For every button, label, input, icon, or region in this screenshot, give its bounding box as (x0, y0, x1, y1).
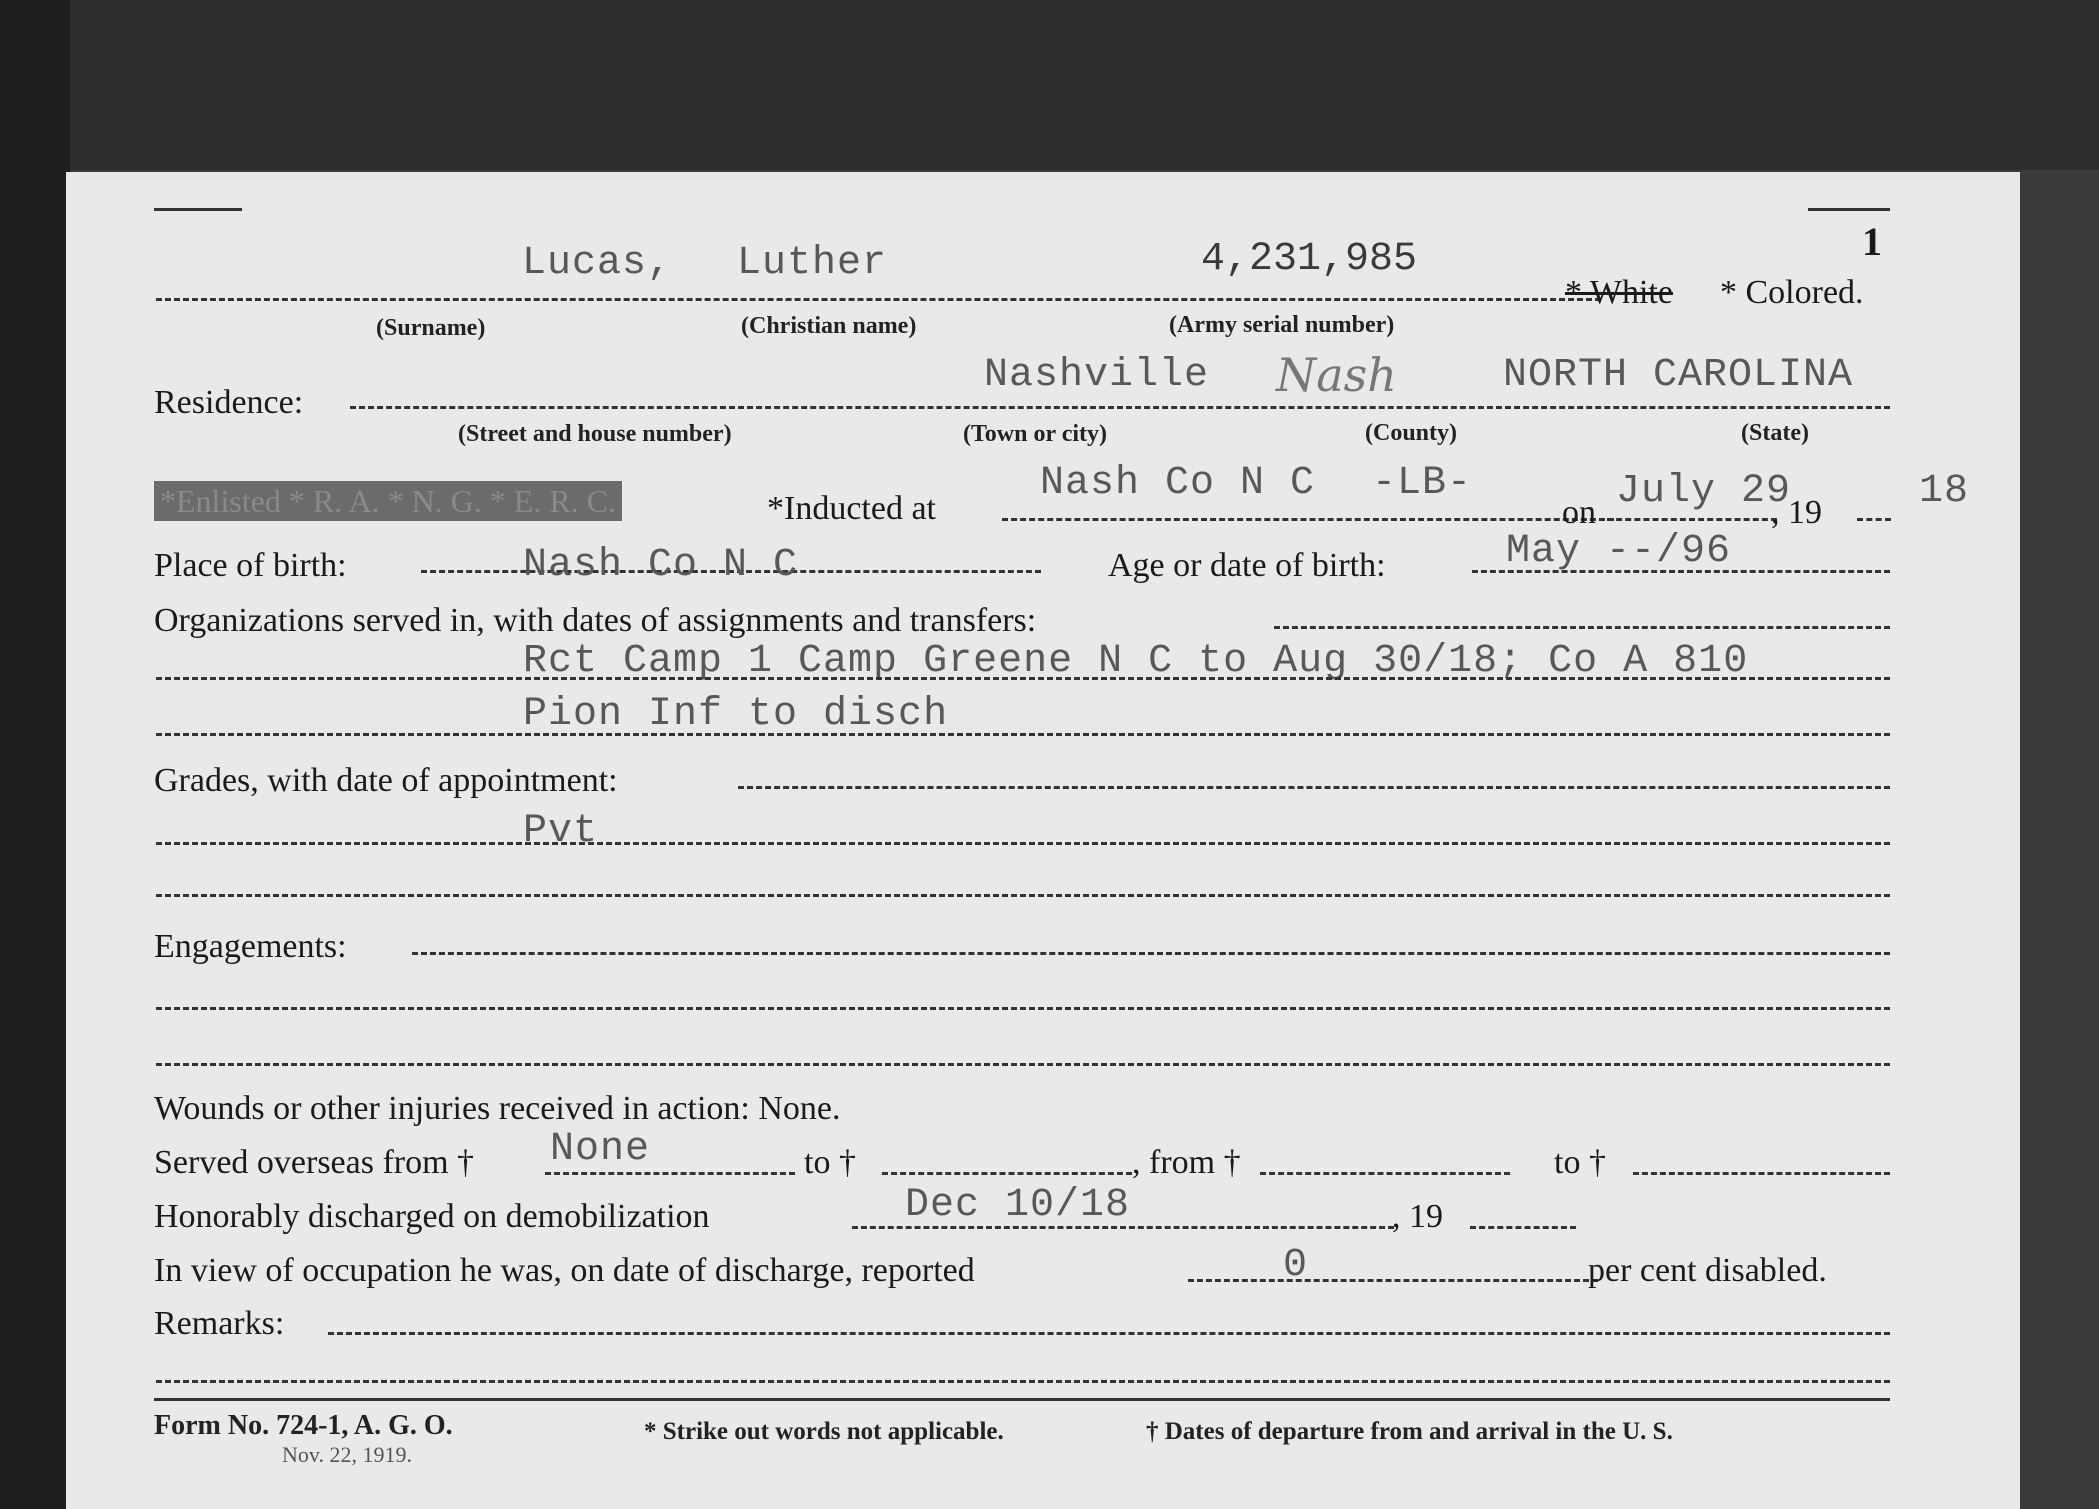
engagements-label: Engagements: (154, 928, 347, 965)
christian-name-value: Luther (737, 241, 888, 286)
residence-town-value: Nashville (984, 353, 1210, 398)
local-board-value: -LB- (1372, 461, 1473, 506)
organizations-label: Organizations served in, with dates of assignments and transfers: (154, 602, 1037, 639)
overseas-from-line (545, 1172, 795, 1175)
organizations-line2-value: Pion Inf to disch (523, 692, 949, 737)
town-caption: (Town or city) (963, 421, 1107, 447)
grades-line-2 (156, 894, 1890, 897)
serial-caption: (Army serial number) (1169, 312, 1395, 338)
serial-number-value: 4,231,985 (1201, 237, 1418, 282)
discharge-year-label: , 19 (1392, 1198, 1443, 1235)
inducted-label: *Inducted at (767, 490, 936, 527)
top-left-rule (154, 208, 242, 211)
street-caption: (Street and house number) (458, 421, 732, 447)
organizations-line1-value: Rct Camp 1 Camp Greene N C to Aug 30/18; Co A 810 (523, 639, 1749, 684)
overseas-from2-line (1260, 1172, 1510, 1175)
disability-value: 0 (1283, 1243, 1309, 1288)
residence-line (350, 406, 1890, 409)
overseas-from2-label: , from † (1132, 1144, 1241, 1181)
enlisted-options-redacted: *Enlisted * R. A. * N. G. * E. R. C. (154, 481, 622, 521)
inducted-place-value: Nash Co N C (1040, 461, 1316, 506)
engagements-line-0 (412, 952, 1890, 955)
organizations-line-1 (156, 677, 1890, 680)
overseas-to-line (882, 1172, 1132, 1175)
birth-date-value: May --/96 (1506, 529, 1732, 574)
organizations-line-2 (156, 733, 1890, 736)
dagger-note: † Dates of departure from and arrival in the U. S. (1146, 1418, 1673, 1445)
residence-label: Residence: (154, 384, 304, 421)
inducted-date-value: July 29 (1616, 469, 1792, 514)
engagements-line-1 (156, 1007, 1890, 1010)
engagements-line-2 (156, 1063, 1890, 1066)
scan-background-left (0, 0, 70, 1509)
overseas-to2-label: to † (1554, 1144, 1606, 1181)
race-white-option: * White (1565, 274, 1673, 311)
remarks-label: Remarks: (154, 1305, 285, 1342)
strike-note: * Strike out words not applicable. (644, 1418, 1004, 1445)
birth-place-label: Place of birth: (154, 547, 347, 584)
inducted-date-line (1607, 518, 1777, 521)
grades-value: Pvt (523, 809, 599, 854)
disability-label: In view of occupation he was, on date of discharge, reported (154, 1252, 975, 1289)
race-colored-option: * Colored. (1720, 274, 1864, 311)
scan-background-top (0, 0, 2099, 170)
state-caption: (State) (1741, 420, 1809, 446)
organizations-line-0 (1274, 626, 1890, 629)
form-date: Nov. 22, 1919. (282, 1442, 412, 1467)
inducted-line (1002, 518, 1614, 521)
discharge-year-line (1470, 1226, 1576, 1229)
overseas-to2-line (1633, 1172, 1890, 1175)
disability-suffix: per cent disabled. (1588, 1252, 1827, 1289)
year-line (1857, 518, 1891, 521)
wounds-label: Wounds or other injuries received in action: None. (154, 1090, 841, 1127)
remarks-line-0 (328, 1332, 1890, 1335)
christian-name-caption: (Christian name) (741, 313, 917, 339)
top-right-rule (1808, 208, 1890, 211)
residence-county-value: Nash (1276, 348, 1397, 402)
overseas-from-value: None (550, 1127, 651, 1172)
age-label: Age or date of birth: (1108, 547, 1386, 584)
surname-value: Lucas, (522, 241, 673, 286)
discharge-date-value: Dec 10/18 (905, 1183, 1131, 1228)
page-number: 1 (1862, 219, 1882, 264)
inducted-year-value: 18 (1919, 469, 1970, 514)
grades-line-1 (156, 842, 1890, 845)
form-number: Form No. 724-1, A. G. O. (154, 1410, 453, 1441)
birth-place-value: Nash Co N C (523, 543, 799, 588)
overseas-to-label: to † (804, 1144, 856, 1181)
surname-caption: (Surname) (376, 315, 486, 341)
disability-line (1188, 1279, 1598, 1282)
grades-label: Grades, with date of appointment: (154, 762, 618, 799)
residence-state-value: NORTH CAROLINA (1503, 353, 1854, 398)
service-record-card (66, 172, 2020, 1509)
footer-rule (154, 1398, 1890, 1401)
year-prefix: , 19 (1771, 494, 1822, 531)
discharge-date-line (852, 1226, 1394, 1229)
remarks-line-1 (156, 1380, 1890, 1383)
on-label: on (1562, 494, 1596, 531)
grades-line-0 (738, 786, 1890, 789)
overseas-from-label: Served overseas from † (154, 1144, 475, 1181)
name-line (156, 298, 1601, 301)
discharge-label: Honorably discharged on demobilization (154, 1198, 710, 1235)
county-caption: (County) (1365, 420, 1458, 446)
